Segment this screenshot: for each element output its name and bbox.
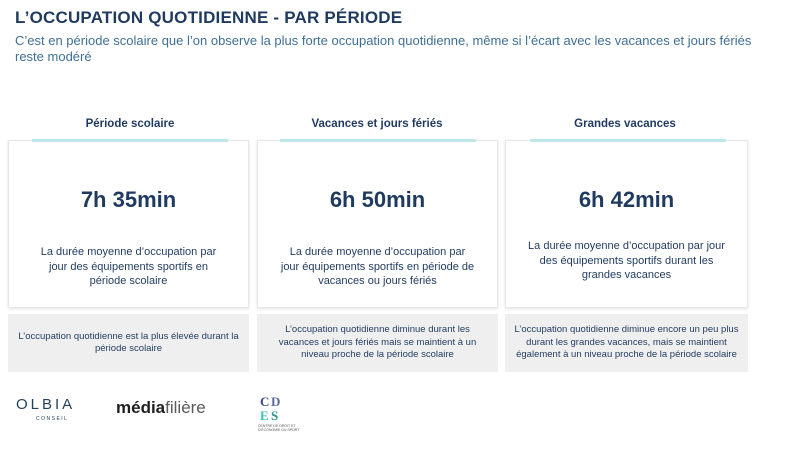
stat-card-vacances bbox=[257, 140, 498, 308]
svg-text:S: S bbox=[271, 408, 279, 423]
note-box-grandes-vacances: L’occupation quotidienne diminue encore un peu plus durant les grandes vacances, mais se maintient également à un niveau proche de la période scolaire bbox=[505, 314, 748, 372]
stat-description: La durée moyenne d’occupation par jour équipements sportifs en période de vacances ou jours fériés bbox=[280, 246, 475, 287]
stat-description: La durée moyenne d’occupation par jour des équipements sportifs en période scolaire bbox=[40, 246, 217, 287]
stat-value: 7h 35min bbox=[80, 187, 177, 212]
column-heading-vacances: Vacances et jours fériés bbox=[311, 118, 443, 130]
stat-card-scolaire bbox=[8, 140, 249, 308]
stat-value: 6h 50min bbox=[329, 187, 426, 212]
note-box-scolaire: L’occupation quotidienne est la plus élevée durant la période scolaire bbox=[8, 314, 249, 372]
mediafiliere-logo bbox=[116, 398, 206, 418]
cdes-logo-icon bbox=[258, 394, 294, 424]
stat-card-grandes-vacances bbox=[505, 140, 748, 308]
mediafiliere-logo-part1: média bbox=[116, 398, 166, 417]
stat-value: 6h 42min bbox=[578, 187, 675, 212]
cdes-logo-caption: CENTRE DE DROIT ET D’ÉCONOMIE DU SPORT bbox=[258, 424, 300, 432]
olbia-logo bbox=[16, 396, 96, 426]
olbia-logo-text: OLBIA bbox=[16, 396, 76, 413]
card-accent-bar bbox=[280, 139, 476, 142]
cdes-logo bbox=[258, 394, 318, 436]
page-title: L’OCCUPATION QUOTIDIENNE - PAR PÉRIODE bbox=[15, 8, 403, 27]
stat-description: La durée moyenne d’occupation par jour des équipements sportifs durant les grandes vacances bbox=[528, 240, 725, 281]
column-heading-grandes-vacances: Grandes vacances bbox=[574, 118, 676, 130]
card-accent-bar bbox=[32, 139, 228, 142]
svg-text:D: D bbox=[271, 394, 281, 409]
olbia-logo-subtext: CONSEIL bbox=[36, 416, 69, 422]
svg-text:C: C bbox=[260, 394, 270, 409]
note-box-vacances: L’occupation quotidienne diminue durant les vacances et jours fériés mais se maintient à un niveau proche de la période scolaire bbox=[257, 314, 498, 372]
column-heading-scolaire: Période scolaire bbox=[85, 118, 175, 130]
page-subtitle: C’est en période scolaire que l’on observe la plus forte occupation quotidienne, même si l’écart avec les vacances et jours fériés reste modéré bbox=[15, 33, 752, 64]
svg-text:E: E bbox=[260, 408, 269, 423]
mediafiliere-logo-part2: filière bbox=[165, 398, 206, 417]
card-accent-bar bbox=[530, 139, 726, 142]
